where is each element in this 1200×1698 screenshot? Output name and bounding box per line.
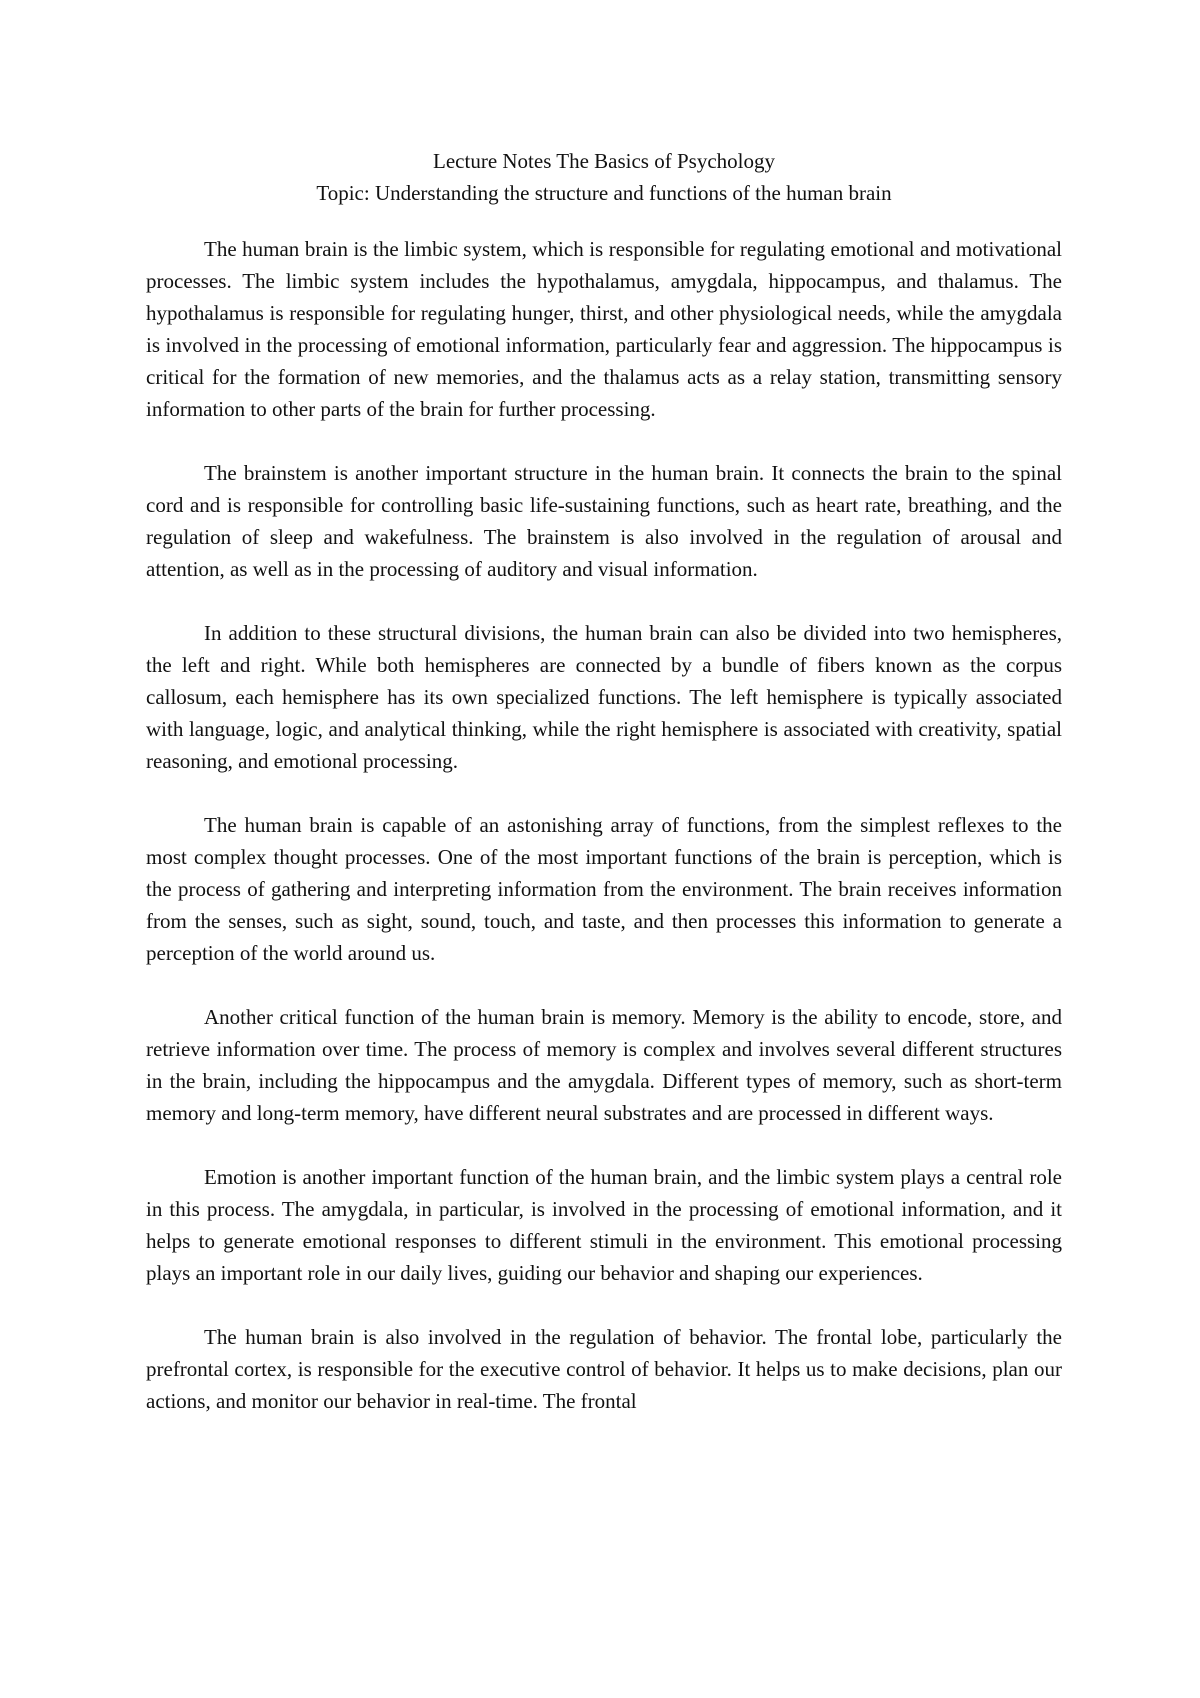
document-topic: Topic: Understanding the structure and functions of the human brain <box>316 181 892 205</box>
document-header <box>146 145 1062 209</box>
paragraph-behavior: The human brain is also involved in the regulation of behavior. The frontal lobe, particularly the prefrontal cortex, is responsible for the executive control of behavior. It helps us to make decisions, plan our actions, and monitor our behavior in real-time. The frontal <box>146 1325 1062 1413</box>
paragraph-hemispheres: In addition to these structural divisions, the human brain can also be divided into two hemispheres, the left and right. While both hemispheres are connected by a bundle of fibers known as the corpus callosum, each hemisphere has its own specialized functions. The left hemisphere is typically associated with language, logic, and analytical thinking, while the right hemisphere is associated with creativity, spatial reasoning, and emotional processing. <box>146 621 1062 773</box>
document-title: Lecture Notes The Basics of Psychology <box>433 149 775 173</box>
paragraph-emotion: Emotion is another important function of the human brain, and the limbic system plays a central role in this process. The amygdala, in particular, is involved in the processing of emotional information, and it helps to generate emotional responses to different stimuli in the environment. This emotional processing plays an important role in our daily lives, guiding our behavior and shaping our experiences. <box>146 1165 1062 1285</box>
paragraph-memory: Another critical function of the human brain is memory. Memory is the ability to encode, store, and retrieve information over time. The process of memory is complex and involves several different structures in the brain, including the hippocampus and the amygdala. Different types of memory, such as short-term memory and long-term memory, have different neural substrates and are processed in different ways. <box>146 1005 1062 1125</box>
paragraph-brainstem: The brainstem is another important structure in the human brain. It connects the brain to the spinal cord and is responsible for controlling basic life-sustaining functions, such as heart rate, breathing, and the regulation of sleep and wakefulness. The brainstem is also involved in the regulation of arousal and attention, as well as in the processing of auditory and visual information. <box>146 461 1062 581</box>
paragraph-limbic-system: The human brain is the limbic system, which is responsible for regulating emotional and motivational processes. The limbic system includes the hypothalamus, amygdala, hippocampus, and thalamus. The hypothalamus is responsible for regulating hunger, thirst, and other physiological needs, while the amygdala is involved in the processing of emotional information, particularly fear and aggression. The hippocampus is critical for the formation of new memories, and the thalamus acts as a relay station, transmitting sensory information to other parts of the brain for further processing. <box>146 237 1062 421</box>
document-body <box>146 145 1062 1449</box>
paragraph-perception: The human brain is capable of an astonishing array of functions, from the simplest reflexes to the most complex thought processes. One of the most important functions of the brain is perception, which is the process of gathering and interpreting information from the environment. The brain receives information from the senses, such as sight, sound, touch, and taste, and then processes this information to generate a perception of the world around us. <box>146 813 1062 965</box>
